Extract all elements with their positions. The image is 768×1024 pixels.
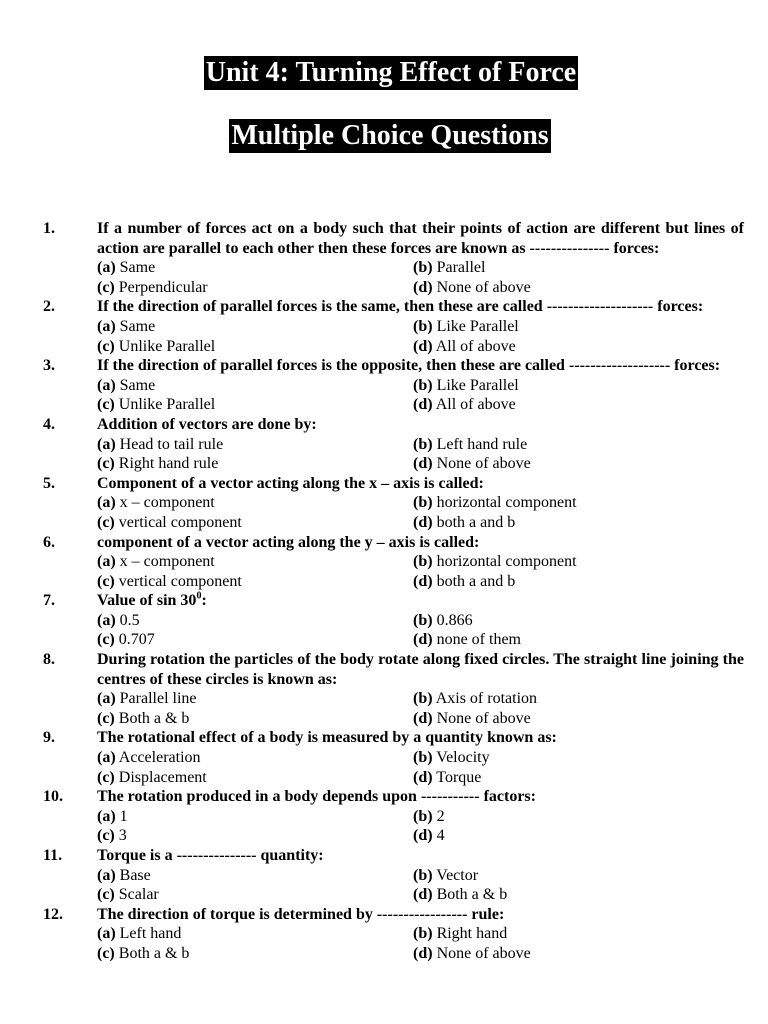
option-item — [97, 435, 413, 455]
option-text: Parallel line — [119, 690, 197, 708]
question-number: 12. — [43, 905, 63, 923]
option-label: (b) — [413, 925, 433, 943]
option-text: 0.707 — [118, 631, 155, 649]
question-text — [97, 787, 744, 807]
option-item — [413, 689, 537, 709]
option-item — [413, 944, 531, 964]
option-text: 1 — [119, 807, 128, 825]
question-item — [0, 650, 768, 728]
question-item — [0, 533, 768, 592]
question-item — [0, 846, 768, 905]
option-row — [97, 552, 768, 572]
option-label: (d) — [413, 768, 433, 786]
question-text — [97, 356, 744, 376]
option-row — [97, 885, 768, 905]
option-text: Vector — [436, 866, 479, 884]
option-text: All of above — [435, 396, 516, 414]
question-number: 11. — [43, 847, 63, 864]
option-item — [97, 258, 413, 278]
option-text: None of above — [436, 709, 531, 727]
question-item — [0, 356, 768, 415]
option-item — [413, 807, 445, 827]
option-item — [97, 924, 413, 944]
option-row — [97, 435, 768, 455]
option-item — [97, 317, 413, 337]
option-label: (a) — [97, 259, 116, 277]
option-item — [413, 435, 527, 455]
question-text — [97, 219, 744, 258]
question-text — [97, 591, 744, 611]
option-text: Torque — [436, 768, 482, 786]
option-item — [413, 866, 478, 886]
question-text-main: Addition of vectors are done by: — [97, 415, 317, 433]
option-label: (c) — [97, 768, 115, 786]
option-row — [97, 924, 768, 944]
option-text: 2 — [436, 807, 445, 825]
option-text: Left hand rule — [436, 435, 528, 453]
question-item — [0, 474, 768, 533]
option-text: Both a & b — [436, 886, 508, 904]
option-label: (d) — [413, 709, 433, 727]
option-label: (b) — [413, 259, 433, 277]
option-text: Head to tail rule — [119, 435, 224, 453]
option-item — [413, 337, 516, 357]
option-label: (a) — [97, 494, 116, 512]
option-text: Unlike Parallel — [118, 337, 216, 355]
question-text-main: During rotation the particles of the body rotate along fixed circles. The straight line joining the centres of these circles is known as: — [97, 651, 744, 688]
option-row — [97, 376, 768, 396]
option-label: (c) — [97, 944, 115, 962]
option-item — [413, 709, 531, 729]
option-row — [97, 278, 768, 298]
option-item — [97, 337, 413, 357]
option-text: Like Parallel — [436, 376, 519, 394]
question-number: 1. — [43, 220, 55, 237]
option-text: Acceleration — [118, 749, 201, 767]
option-label: (a) — [97, 611, 116, 629]
question-item — [0, 787, 768, 846]
question-item — [0, 297, 768, 356]
question-number: 2. — [43, 298, 55, 316]
option-row — [97, 513, 768, 533]
option-item — [97, 709, 413, 729]
option-row — [97, 395, 768, 415]
option-text: Right hand — [436, 925, 508, 943]
option-label: (b) — [413, 749, 433, 767]
option-row — [97, 944, 768, 964]
option-text: 0.5 — [119, 611, 140, 629]
option-label: (d) — [413, 827, 433, 845]
option-row — [97, 807, 768, 827]
question-text — [97, 846, 744, 866]
option-text: Same — [119, 259, 156, 277]
option-item — [97, 493, 413, 513]
option-label: (c) — [97, 572, 115, 590]
option-item — [97, 611, 413, 631]
question-number: 3. — [43, 357, 55, 375]
option-item — [97, 454, 413, 474]
question-text — [97, 533, 744, 553]
question-text — [97, 905, 744, 925]
option-text: None of above — [436, 944, 531, 962]
option-text: x – component — [119, 494, 215, 512]
option-item — [413, 552, 577, 572]
option-item — [97, 866, 413, 886]
question-list — [0, 219, 768, 964]
option-item — [97, 513, 413, 533]
option-label: (c) — [97, 455, 115, 473]
option-label: (a) — [97, 866, 116, 884]
option-label: (c) — [97, 396, 115, 414]
question-number: 5. — [43, 474, 55, 492]
option-label: (a) — [97, 925, 116, 943]
question-number: 9. — [43, 729, 55, 747]
question-text — [97, 297, 744, 317]
question-text — [97, 650, 744, 689]
option-item — [413, 454, 531, 474]
option-item — [97, 944, 413, 964]
option-label: (a) — [97, 376, 116, 394]
option-text: Both a & b — [118, 944, 190, 962]
question-text — [97, 728, 744, 748]
option-label: (b) — [413, 866, 433, 884]
option-label: (c) — [97, 709, 115, 727]
option-item — [97, 630, 413, 650]
option-row — [97, 748, 768, 768]
option-text: x – component — [119, 553, 215, 571]
option-row — [97, 630, 768, 650]
option-text: 3 — [118, 827, 127, 845]
option-label: (a) — [97, 435, 116, 453]
option-text: Displacement — [118, 768, 207, 786]
option-row — [97, 572, 768, 592]
option-item — [413, 317, 519, 337]
option-label: (d) — [413, 572, 433, 590]
option-item — [97, 885, 413, 905]
question-text — [97, 415, 744, 435]
option-text: Parallel — [436, 259, 486, 277]
option-text: horizontal component — [436, 553, 577, 571]
option-label: (d) — [413, 278, 433, 296]
option-item — [97, 376, 413, 396]
option-item — [413, 513, 515, 533]
section-title: Multiple Choice Questions — [231, 120, 549, 151]
option-text: horizontal component — [436, 494, 577, 512]
option-text: Velocity — [436, 749, 490, 767]
question-text-main: If the direction of parallel forces is the opposite, then these are called ------------------- forces: — [97, 357, 721, 375]
question-text-main: Torque is a --------------- quantity: — [97, 847, 324, 864]
option-text: None of above — [436, 278, 531, 296]
option-text: All of above — [435, 337, 516, 355]
option-text: Like Parallel — [436, 317, 519, 335]
option-label: (b) — [413, 317, 433, 335]
section-title-row — [0, 119, 768, 153]
option-item — [413, 376, 519, 396]
option-label: (b) — [413, 494, 433, 512]
option-label: (c) — [97, 827, 115, 845]
option-label: (a) — [97, 553, 116, 571]
option-row — [97, 709, 768, 729]
question-text-main: Component of a vector acting along the x – axis is called: — [97, 474, 484, 492]
option-text: Unlike Parallel — [118, 396, 216, 414]
question-text-main: If a number of forces act on a body such that their points of action are different but lines of action are parallel to each other then these forces are known as --------------- forces: — [97, 220, 744, 257]
option-row — [97, 493, 768, 513]
option-label: (c) — [97, 886, 115, 904]
option-item — [97, 768, 413, 788]
option-item — [413, 885, 507, 905]
option-label: (c) — [97, 278, 115, 296]
question-item — [0, 905, 768, 964]
option-item — [413, 826, 445, 846]
question-number: 10. — [43, 788, 63, 806]
option-item — [97, 807, 413, 827]
option-label: (c) — [97, 513, 115, 531]
option-text: 4 — [436, 827, 445, 845]
option-text: Scalar — [118, 886, 159, 904]
option-item — [97, 748, 413, 768]
option-text: Same — [119, 317, 156, 335]
question-text-suffix: : — [201, 592, 207, 610]
option-text: None of above — [436, 455, 531, 473]
option-label: (a) — [97, 807, 116, 825]
option-text: Same — [119, 376, 156, 394]
question-number: 6. — [43, 533, 55, 551]
option-label: (b) — [413, 807, 433, 825]
option-item — [413, 630, 521, 650]
option-item — [413, 748, 490, 768]
option-item — [97, 552, 413, 572]
option-text: Left hand — [119, 925, 182, 943]
option-row — [97, 826, 768, 846]
option-item — [413, 611, 473, 631]
question-text — [97, 474, 744, 494]
option-row — [97, 611, 768, 631]
option-label: (b) — [413, 376, 433, 394]
option-item — [413, 924, 507, 944]
option-label: (a) — [97, 317, 116, 335]
option-label: (d) — [413, 455, 433, 473]
question-item — [0, 591, 768, 650]
option-text: none of them — [436, 631, 521, 649]
option-text: Both a & b — [118, 709, 190, 727]
option-item — [413, 768, 481, 788]
option-text: both a and b — [436, 572, 516, 590]
option-item — [413, 278, 531, 298]
question-text-main: component of a vector acting along the y – axis is called: — [97, 533, 480, 551]
option-item — [413, 493, 577, 513]
question-number: 8. — [43, 651, 55, 669]
question-item — [0, 219, 768, 297]
question-text-main: If the direction of parallel forces is the same, then these are called -------------------- forces: — [97, 298, 704, 316]
option-label: (d) — [413, 337, 433, 355]
option-row — [97, 689, 768, 709]
option-text: both a and b — [436, 513, 516, 531]
question-superscript: 0 — [196, 590, 202, 602]
option-label: (a) — [97, 690, 116, 708]
option-label: (b) — [413, 553, 433, 571]
option-row — [97, 317, 768, 337]
option-label: (d) — [413, 886, 433, 904]
unit-title: Unit 4: Turning Effect of Force — [205, 57, 577, 88]
option-item — [97, 572, 413, 592]
question-number: 7. — [43, 592, 55, 610]
option-text: Base — [119, 866, 151, 884]
option-label: (b) — [413, 435, 433, 453]
option-item — [413, 572, 515, 592]
question-item — [0, 415, 768, 474]
option-row — [97, 866, 768, 886]
option-item — [97, 689, 413, 709]
unit-title-row — [0, 56, 768, 90]
option-text: 0.866 — [436, 611, 473, 629]
option-text: Axis of rotation — [435, 690, 538, 708]
option-item — [97, 395, 413, 415]
option-text: vertical component — [118, 513, 242, 531]
option-label: (c) — [97, 631, 115, 649]
option-item — [97, 278, 413, 298]
question-text-main: Value of sin 30 — [97, 592, 197, 610]
option-label: (d) — [413, 396, 433, 414]
option-item — [97, 826, 413, 846]
option-text: Right hand rule — [118, 455, 219, 473]
option-text: Perpendicular — [118, 278, 208, 296]
option-label: (c) — [97, 337, 115, 355]
option-row — [97, 454, 768, 474]
option-label: (b) — [413, 690, 433, 708]
option-item — [413, 395, 516, 415]
option-row — [97, 768, 768, 788]
question-text-main: The direction of torque is determined by ----------------- rule: — [97, 905, 505, 923]
option-label: (d) — [413, 513, 433, 531]
option-label: (d) — [413, 631, 433, 649]
question-number: 4. — [43, 415, 55, 433]
question-item — [0, 728, 768, 787]
question-text-main: The rotation produced in a body depends upon ----------- factors: — [97, 788, 536, 806]
option-item — [413, 258, 485, 278]
option-text: vertical component — [118, 572, 242, 590]
option-label: (b) — [413, 611, 433, 629]
question-text-main: The rotational effect of a body is measured by a quantity known as: — [97, 729, 557, 747]
option-label: (d) — [413, 944, 433, 962]
option-row — [97, 337, 768, 357]
option-row — [97, 258, 768, 278]
option-label: (a) — [97, 749, 116, 767]
